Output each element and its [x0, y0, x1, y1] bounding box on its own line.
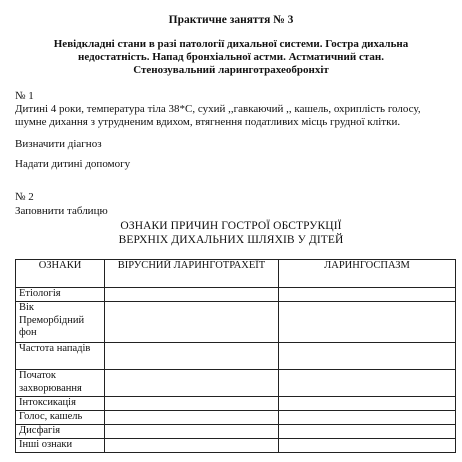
- table-row: [16, 411, 456, 425]
- empty-cell[interactable]: [279, 302, 456, 343]
- empty-cell[interactable]: [105, 343, 279, 370]
- signs-table: [15, 259, 456, 453]
- subtitle-line-1: Невідкладні стани в разі патології дихальної системи. Гостра дихальна: [53, 38, 409, 50]
- task1-question-help: Надати дитині допомогу: [15, 158, 131, 170]
- row-label: Частота нападів: [16, 343, 105, 370]
- page-title: Практичне заняття № 3: [168, 14, 294, 26]
- table-row: [16, 302, 456, 343]
- table-title-line-2: ВЕРХНІХ ДИХАЛЬНИХ ШЛЯХІВ У ДІТЕЙ: [118, 234, 344, 246]
- empty-cell[interactable]: [105, 288, 279, 302]
- task1-number: № 1: [15, 90, 34, 102]
- empty-cell[interactable]: [105, 425, 279, 439]
- row-label: Голос, кашель: [16, 411, 105, 425]
- column-header-laryngospasm: ЛАРИНГОСПАЗМ: [279, 260, 456, 288]
- column-header-signs: ОЗНАКИ: [16, 260, 105, 288]
- subtitle-line-2: недостатність. Напад бронхіальної астми. Астматичний стан.: [78, 51, 384, 63]
- table-header-row: [16, 260, 456, 288]
- row-label: Інтоксикація: [16, 397, 105, 411]
- empty-cell[interactable]: [279, 343, 456, 370]
- table-row: [16, 343, 456, 370]
- table-title-line-1: ОЗНАКИ ПРИЧИН ГОСТРОЇ ОБСТРУКЦІЇ: [120, 220, 342, 232]
- row-label: Інші ознаки: [16, 439, 105, 453]
- task2-number: № 2: [15, 191, 34, 203]
- task1-text-line-1: Дитині 4 роки, температура тіла 38*С, сухий ,,гавкаючий ,, кашель, охриплість голосу,: [15, 103, 421, 115]
- empty-cell[interactable]: [105, 302, 279, 343]
- empty-cell[interactable]: [279, 411, 456, 425]
- empty-cell[interactable]: [105, 411, 279, 425]
- empty-cell[interactable]: [279, 425, 456, 439]
- row-label: Дисфагія: [16, 425, 105, 439]
- row-label: Вік Преморбідний фон: [16, 302, 105, 343]
- row-label: Етіологія: [16, 288, 105, 302]
- subtitle-line-3: Стенозувальний ларинготрахеобронхіт: [133, 64, 329, 76]
- empty-cell[interactable]: [279, 288, 456, 302]
- table-row: [16, 425, 456, 439]
- table-row: [16, 288, 456, 302]
- table-row: [16, 439, 456, 453]
- task2-instruction: Заповнити таблицю: [15, 205, 108, 217]
- task1-text-line-2: шумне дихання з утрудненим вдихом, втягнення податливих місць грудної клітки.: [15, 116, 401, 128]
- empty-cell[interactable]: [105, 397, 279, 411]
- empty-cell[interactable]: [279, 370, 456, 397]
- empty-cell[interactable]: [105, 370, 279, 397]
- task1-question-diagnosis: Визначити діагноз: [15, 138, 102, 150]
- table-row: [16, 370, 456, 397]
- empty-cell[interactable]: [279, 439, 456, 453]
- table-row: [16, 397, 456, 411]
- column-header-viral-laryngotracheitis: ВІРУСНИЙ ЛАРИНГОТРАХЕЇТ: [105, 260, 279, 288]
- empty-cell[interactable]: [105, 439, 279, 453]
- row-label: Початок захворювання: [16, 370, 105, 397]
- empty-cell[interactable]: [279, 397, 456, 411]
